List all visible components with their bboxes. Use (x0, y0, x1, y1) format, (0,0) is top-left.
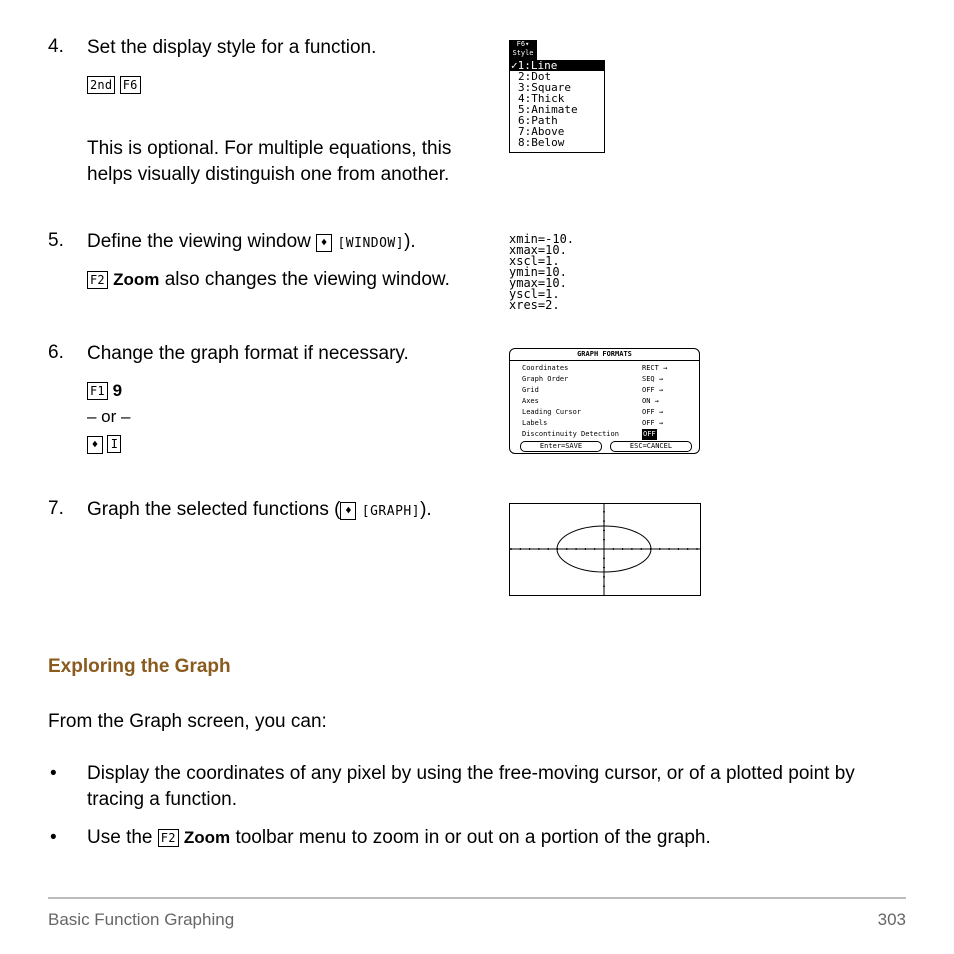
key-f6: F6 (120, 76, 141, 94)
style-menu-item-path: 6:Path (518, 114, 558, 127)
style-menu-tab (509, 40, 537, 60)
step-7-text: Graph the selected functions ( ♦ [GRAPH]). (87, 499, 432, 520)
style-menu-item-dot: 2:Dot (518, 70, 552, 83)
window-var-ymin: ymin=10. (509, 265, 567, 279)
step-7-text-pre: Graph the selected functions ( (87, 499, 341, 520)
key-diamond-3: ♦ (340, 502, 356, 520)
key-2nd: 2nd (87, 76, 115, 94)
step-4-number: 4. (48, 36, 64, 57)
key-i: I (107, 435, 121, 453)
key-f2: F2 (87, 271, 108, 289)
graph-formats-rows (522, 363, 680, 440)
key-diamond-2: ♦ (87, 436, 103, 454)
bullet-1-marker: • (50, 763, 57, 784)
key-f2-bullet: F2 (158, 829, 179, 847)
format-row-discontinuity: Discontinuity Detection OFF (522, 430, 656, 438)
tab-line-1: F6▾ (516, 40, 530, 48)
bullet-2-post: toolbar menu to zoom in or out on a portion of the graph. (230, 827, 711, 848)
window-var-yscl: yscl=1. (509, 287, 560, 301)
step-7-text-post: ). (420, 499, 432, 520)
key-f1: F1 (87, 382, 108, 400)
step-5-text: Define the viewing window ♦ [WINDOW]). (87, 231, 416, 252)
esc-cancel-button: ESC=CANCEL (610, 441, 692, 452)
or-separator: – or – (87, 407, 131, 426)
style-menu-item-line: ✓1:Line (510, 60, 604, 71)
format-row-grid: Grid OFF → (522, 386, 664, 394)
footer-page-number: 303 (877, 910, 906, 929)
bullet-2-text (87, 825, 927, 851)
style-menu-item-animate: 5:Animate (518, 103, 578, 116)
format-row-leading-cursor: Leading Cursor OFF → (522, 408, 664, 416)
bullet-2-zoom: Zoom (183, 828, 231, 847)
step-5-number: 5. (48, 230, 64, 251)
step-5-text-post: ). (404, 231, 416, 252)
section-intro: From the Graph screen, you can: (48, 711, 327, 732)
style-menu-box (509, 60, 605, 153)
format-row-axes: Axes ON → (522, 397, 659, 405)
window-var-xscl: xscl=1. (509, 254, 560, 268)
tab-line-2: Style (512, 49, 534, 57)
step-5-sub (87, 267, 457, 293)
window-var-xmax: xmax=10. (509, 243, 567, 257)
bullet-2-pre: Use the (87, 827, 158, 848)
format-row-coordinates: Coordinates RECT → (522, 364, 668, 372)
format-row-labels: Labels OFF → (522, 419, 664, 427)
window-var-xmin: xmin=-10. (509, 232, 575, 246)
style-menu-item-below: 8:Below (518, 136, 565, 149)
footer-chapter: Basic Function Graphing (48, 910, 235, 929)
step-6-keys-1 (87, 381, 122, 401)
zoom-label: Zoom (113, 270, 160, 289)
key-window: WINDOW (345, 236, 396, 251)
window-var-xres: xres=2. (509, 298, 560, 312)
step-4-note: This is optional. For multiple equations, this helps visually distinguish one from another. (87, 138, 452, 185)
section-heading: Exploring the Graph (48, 656, 231, 677)
step-6-text: Change the graph format if necessary. (87, 343, 409, 364)
format-key-9: 9 (112, 381, 123, 400)
step-6-keys-2 (87, 435, 121, 454)
style-menu-screen (509, 40, 605, 154)
step-4-keys (87, 76, 141, 95)
enter-save-button: Enter=SAVE (520, 441, 602, 452)
bullet-1-text: Display the coordinates of any pixel by using the free-moving cursor, or of a plotted point by tracing a function. (87, 763, 855, 810)
window-vars-screen (509, 234, 574, 311)
step-7-number: 7. (48, 498, 64, 519)
bullet-2-marker: • (50, 827, 57, 848)
graph-formats-dialog (509, 348, 700, 454)
style-menu-item-square: 3:Square (518, 81, 571, 94)
graph-screen (509, 503, 701, 596)
format-row-graph-order: Graph Order SEQ → (522, 375, 664, 383)
footer-rule (48, 897, 906, 899)
step-5-sub-text: also changes the viewing window. (159, 269, 450, 290)
step-5-text-pre: Define the viewing window (87, 231, 317, 252)
graph-formats-title: GRAPH FORMATS (510, 349, 699, 361)
window-var-ymax: ymax=10. (509, 276, 567, 290)
step-4-text: Set the display style for a function. (87, 37, 377, 58)
style-menu-item-thick: 4:Thick (518, 92, 565, 105)
step-6-number: 6. (48, 342, 64, 363)
key-diamond: ♦ (316, 234, 332, 252)
style-menu-item-above: 7:Above (518, 125, 565, 138)
key-graph: GRAPH (370, 504, 412, 519)
